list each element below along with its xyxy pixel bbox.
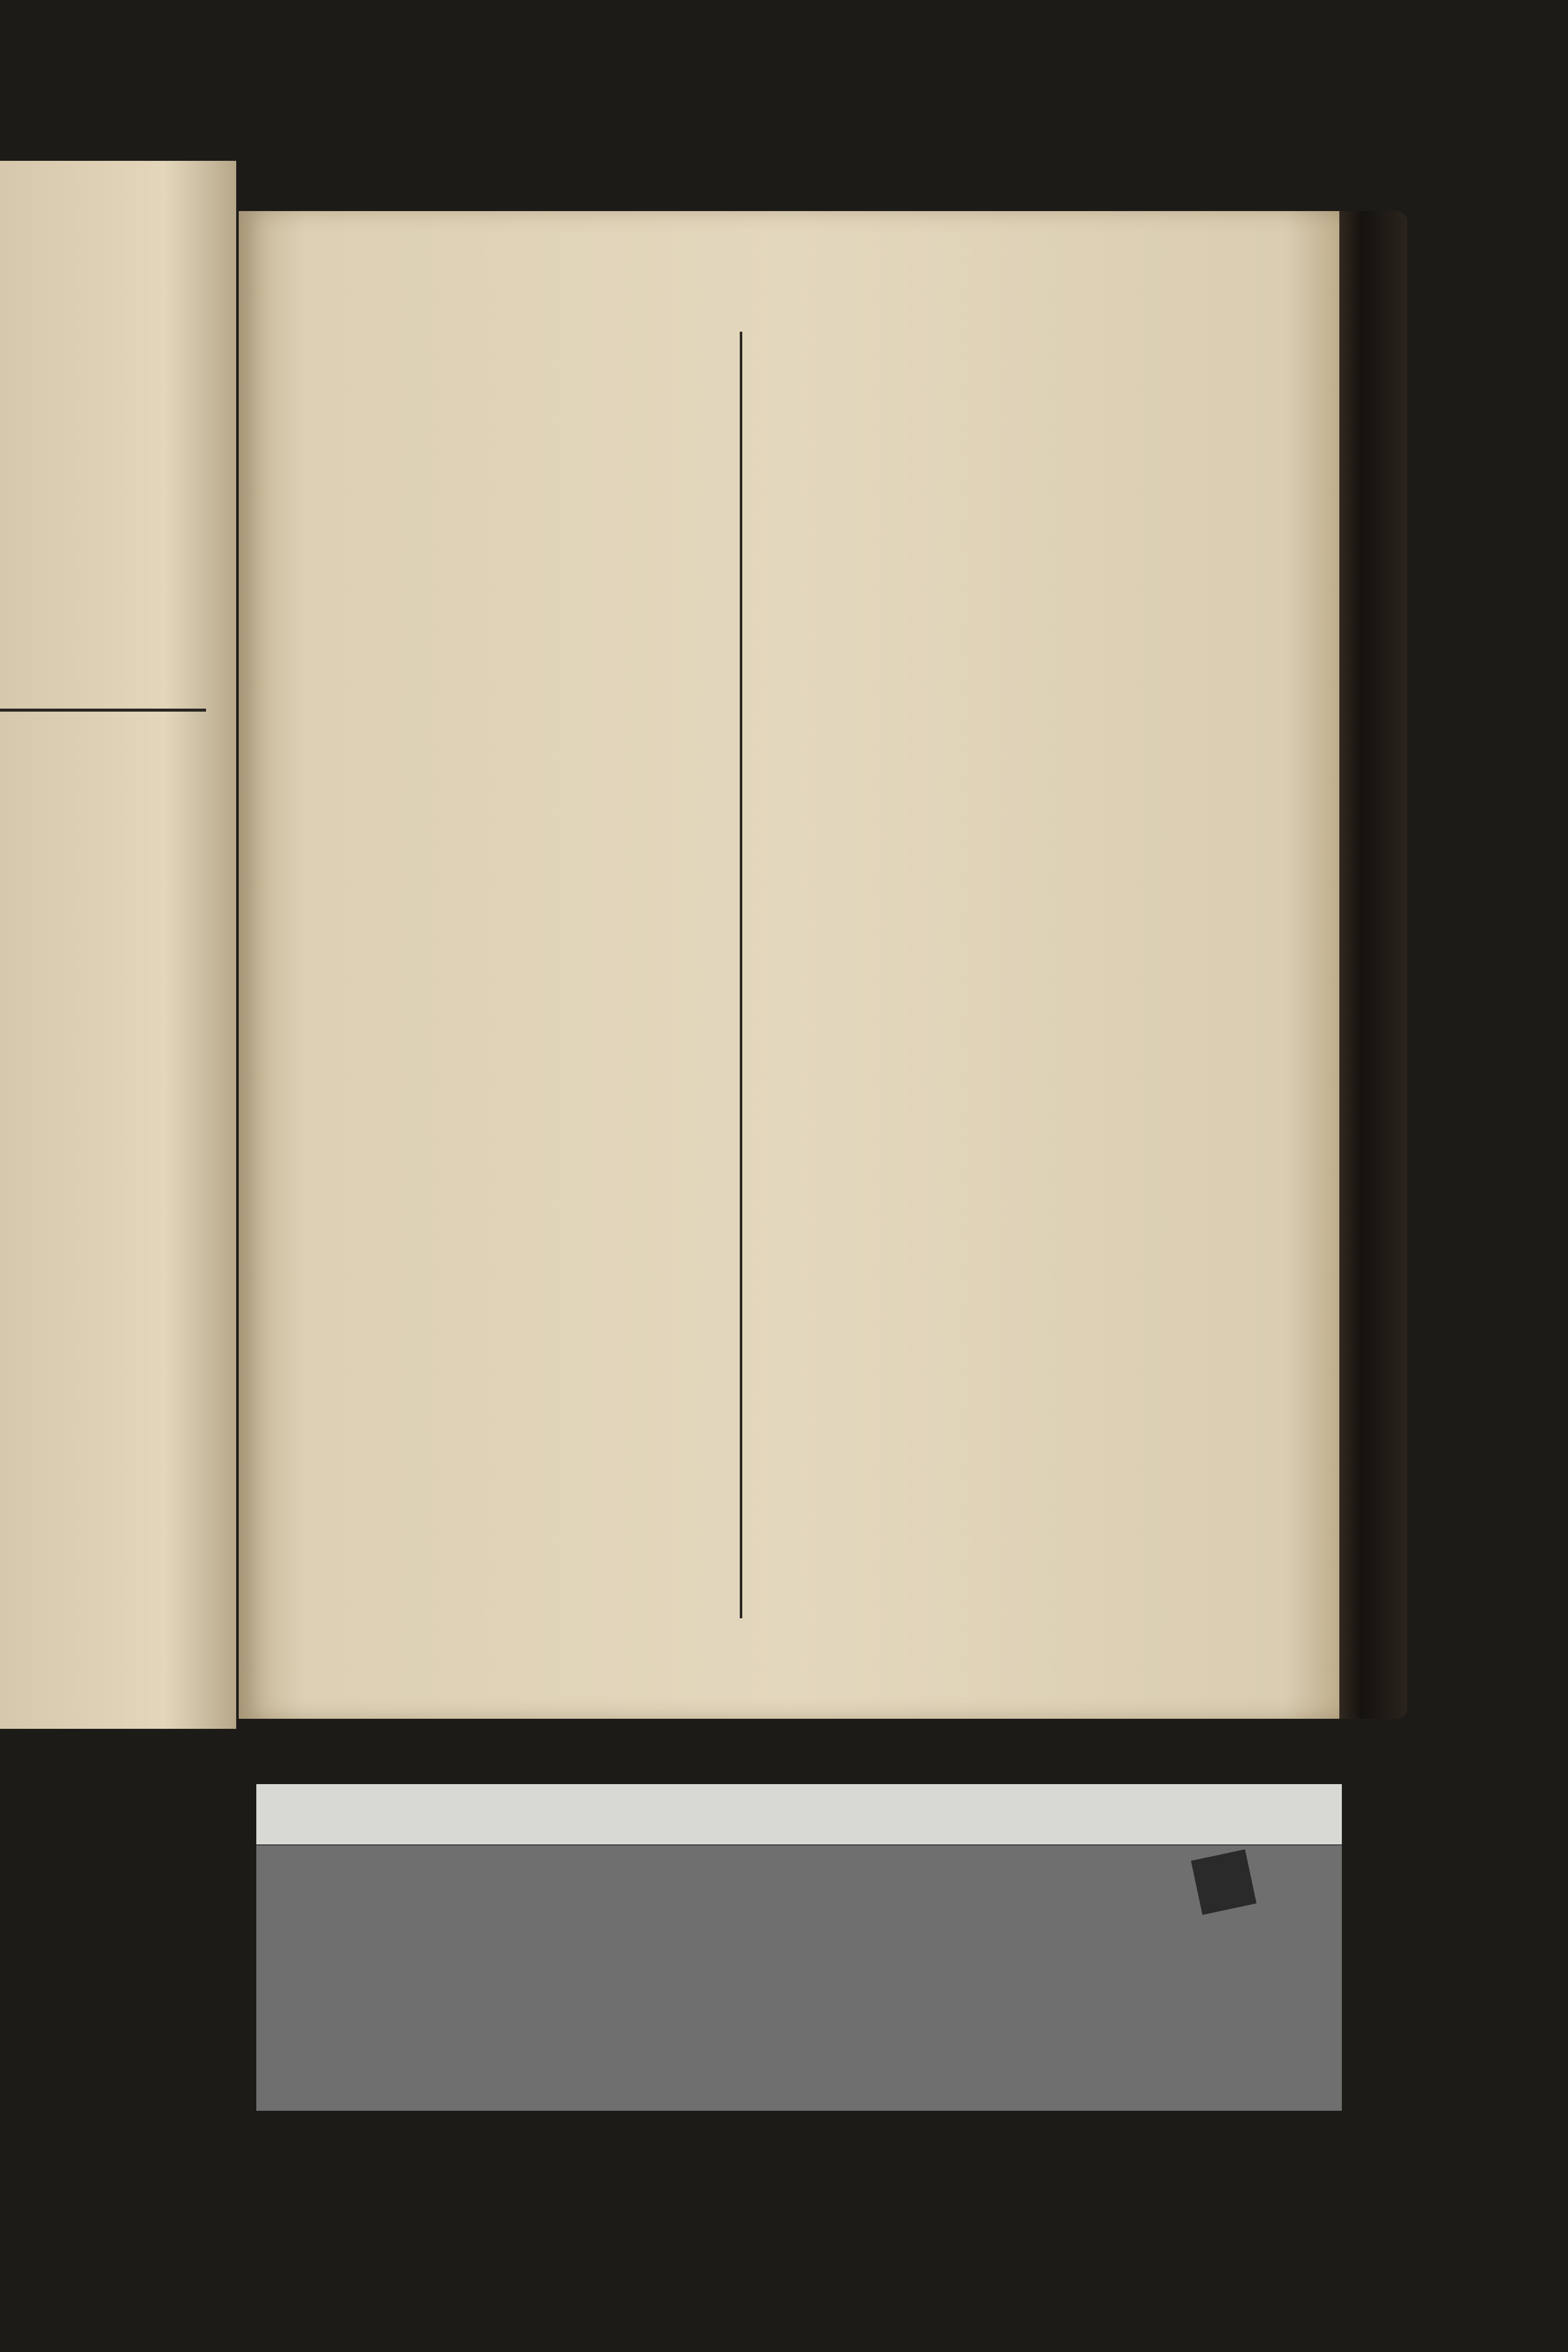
colour-chart	[256, 1784, 1342, 2111]
swatch-row-dark	[256, 2028, 1342, 2113]
swatch-row-light	[256, 1942, 1342, 2028]
swatch-labels	[256, 1916, 1342, 1941]
brand-logo	[1191, 1849, 1256, 1915]
ruler	[256, 1784, 1342, 1845]
book-cover-edge	[1332, 211, 1407, 1719]
column-divider	[740, 332, 742, 1618]
left-page	[0, 161, 236, 1729]
section-rule	[0, 709, 206, 712]
right-page	[239, 211, 1339, 1719]
